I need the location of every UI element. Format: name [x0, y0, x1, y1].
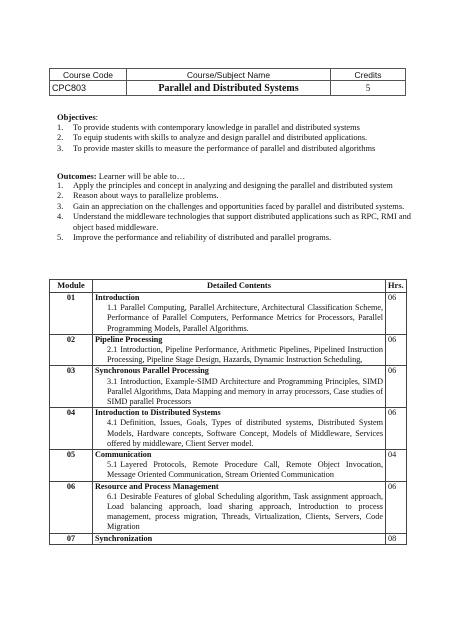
module-detail [95, 345, 383, 365]
objective-item: 1. To provide students with contemporary knowledge in parallel and distributed systems [57, 123, 360, 132]
course-table-header [50, 69, 406, 81]
module-number: 03 [50, 366, 93, 408]
module-hours: 06 [386, 408, 407, 450]
module-table [49, 279, 407, 545]
module-detail [95, 377, 383, 408]
module-header: Module [50, 280, 93, 293]
module-row [50, 450, 407, 482]
module-detail [95, 303, 383, 334]
module-contents [93, 293, 386, 335]
module-topic: Introduction [95, 293, 140, 302]
outcomes-title: Outcomes [57, 171, 94, 181]
outcome-item: 4. Understand the middleware technologies that support distributed applications such as RPC, RMI and object based middleware. [57, 212, 411, 232]
credits-header: Credits [331, 69, 406, 81]
outcome-item: 1. Apply the principles and concept in analyzing and designing the parallel and distributed system [57, 181, 393, 190]
module-row [50, 366, 407, 408]
module-topic: Synchronization [95, 533, 153, 543]
subsection-number: 1.1 [107, 303, 118, 313]
module-row [50, 533, 407, 544]
outcome-text: Gain an appreciation on the challenges and opportunities faced by parallel and distributed systems. [73, 201, 405, 211]
subsection-text: Introduction, Pipeline Performance, Arithmetic Pipelines, Pipelined Instruction Processing, Pipeline Stage Design, Hazards, Dynamic Instruction Scheduling, [107, 345, 383, 365]
subsection-number: 6.1 [107, 491, 118, 501]
course-info-table [49, 68, 406, 96]
module-topic: Synchronous Parallel Processing [95, 366, 209, 376]
subsection-text: Introduction, Example-SIMD Architecture and Programming Principles, SIMD Parallel Algorithms, Data Mapping and memory in array processors, Case studies of SIMD parallel Processors [107, 376, 383, 407]
outcomes-heading: Outcomes: Learner will be able to… [57, 171, 186, 181]
subsection-number: 5.1 [107, 460, 118, 470]
objective-text: To equip students with skills to analyze and design parallel and distributed applications. [73, 133, 368, 143]
outcome-item: 5. Improve the performance and reliability of distributed and parallel programs. [57, 233, 332, 243]
subsection-number: 2.1 [107, 345, 118, 355]
module-detail [95, 418, 383, 449]
outcomes-intro: Learner will be able to… [98, 171, 186, 181]
module-row [50, 481, 407, 533]
course-name-header: Course/Subject Name [127, 69, 331, 81]
module-number: 06 [50, 481, 93, 533]
subsection-text: Desirable Features of global Scheduling algorithm, Task assignment approach, Load balancing approach, load sharing approach, Introduction to process management, process migration, Threads, Virtualization, Clients, Servers, Code Migration [107, 491, 383, 532]
objectives-heading: Objectives: [57, 112, 99, 122]
subsection-number: 3.1 [107, 376, 118, 386]
course-credits: 5 [331, 81, 406, 96]
module-hours: 06 [386, 366, 407, 408]
outcome-text: Reason about ways to parallelize problems. [73, 191, 219, 201]
module-hours: 08 [386, 533, 407, 544]
course-code: CPC803 [50, 81, 127, 96]
module-number: 07 [50, 533, 93, 544]
module-contents [93, 450, 386, 482]
module-hours: 06 [386, 293, 407, 335]
outcome-item: 2. Reason about ways to parallelize problems. [57, 191, 219, 201]
module-table-header [50, 280, 407, 293]
module-topic: Communication [95, 450, 152, 460]
module-contents [93, 408, 386, 450]
module-row [50, 334, 407, 366]
objective-item: 2. To equip students with skills to analyze and design parallel and distributed applications. [57, 133, 368, 143]
module-detail [95, 492, 383, 533]
objective-text: To provide master skills to measure the performance of parallel and distributed algorithms [73, 143, 376, 153]
contents-header: Detailed Contents [93, 280, 386, 293]
objectives-title: Objectives [57, 112, 96, 122]
subsection-text: Parallel Computing, Parallel Architecture, Architectural Classification Scheme, Performance of Parallel Computers, Performance Metrics for Processors, Parallel Programming Models, Parallel Algorithms. [107, 303, 383, 333]
module-hours: 06 [386, 481, 407, 533]
module-topic: Resource and Process Management [95, 481, 219, 491]
module-contents [93, 533, 386, 544]
module-row [50, 293, 407, 335]
module-number: 01 [50, 293, 93, 335]
objective-text: To provide students with contemporary knowledge in parallel and distributed systems [73, 123, 360, 132]
module-number: 04 [50, 408, 93, 450]
module-hours: 06 [386, 334, 407, 366]
course-name: Parallel and Distributed Systems [127, 81, 331, 96]
hrs-header: Hrs. [386, 280, 407, 293]
module-row [50, 408, 407, 450]
module-number: 05 [50, 450, 93, 482]
outcomes-list [57, 181, 417, 243]
module-topic: Introduction to Distributed Systems [95, 408, 221, 418]
objective-item: 3. To provide master skills to measure the performance of parallel and distributed algorithms [57, 143, 376, 153]
module-hours: 04 [386, 450, 407, 482]
subsection-text: Definition, Issues, Goals, Types of distributed systems, Distributed System Models, Hardware concepts, Software Concept, Models of Middleware, Services offered by middleware, Client Server model. [107, 418, 383, 448]
module-contents [93, 366, 386, 408]
module-topic: Pipeline Processing [95, 334, 163, 344]
module-contents [93, 481, 386, 533]
objectives-list [57, 123, 417, 154]
outcome-text: Improve the performance and reliability of distributed and parallel programs. [73, 233, 332, 243]
module-detail [95, 460, 383, 480]
subsection-number: 4.1 [107, 418, 118, 428]
course-code-header: Course Code [50, 69, 127, 81]
outcome-item: 3. Gain an appreciation on the challenges and opportunities faced by parallel and distributed systems. [57, 201, 405, 211]
subsection-text: Layered Protocols, Remote Procedure Call, Remote Object Invocation, Message Oriented Communication, Stream Oriented Communication [107, 460, 383, 480]
outcome-text: Understand the middleware technologies that support distributed applications such as RPC, RMI and object based middleware. [73, 212, 411, 232]
module-contents [93, 334, 386, 366]
course-table-row [50, 81, 406, 96]
module-number: 02 [50, 334, 93, 366]
outcome-text: Apply the principles and concept in analyzing and designing the parallel and distributed system [73, 181, 393, 190]
